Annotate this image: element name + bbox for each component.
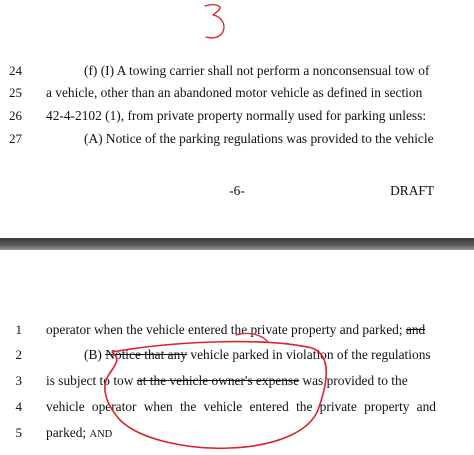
line-text-main: parked; [46, 425, 87, 440]
document-line-25 [0, 83, 474, 103]
subsection-label: (B) [84, 347, 102, 362]
document-page-bottom [0, 250, 474, 455]
line-number: 26 [9, 108, 22, 123]
document-line-5 [0, 423, 474, 443]
page-break-divider [0, 238, 474, 250]
line-text [46, 320, 436, 340]
draft-label: DRAFT [390, 183, 434, 198]
line-number: 25 [9, 85, 22, 100]
line-text [46, 371, 436, 391]
document-line-26 [0, 106, 474, 126]
line-number: 1 [15, 322, 22, 337]
line-text: a vehicle, other than an abandoned motor vehicle as defined in section [46, 85, 423, 100]
document-line-4 [0, 397, 474, 417]
line-text: (f) (I) A towing carrier shall not perform a nonconsensual tow of [84, 63, 430, 78]
line-text-main: operator when the vehicle entered the private property and parked; [46, 322, 403, 337]
struck-text: at the vehicle owner's expense [136, 373, 300, 388]
document-line-1 [0, 320, 474, 340]
line-text [84, 345, 436, 365]
line-text-main: is subject to tow [46, 373, 134, 388]
document-line-3 [0, 371, 474, 391]
document-line-24 [0, 61, 474, 81]
line-number: 5 [15, 425, 22, 440]
line-text [46, 423, 436, 445]
line-number: 24 [9, 63, 22, 78]
line-text-main: vehicle parked in violation of the regulations [190, 347, 431, 362]
document-line-27 [0, 129, 474, 149]
line-number: 27 [9, 131, 22, 146]
line-text: (A) Notice of the parking regulations was provided to the vehicle [84, 131, 434, 146]
struck-text: and [405, 322, 426, 337]
line-text-tail: was provided to the [302, 373, 408, 388]
line-number: 3 [15, 373, 22, 388]
document-line-2 [0, 345, 474, 365]
line-number: 4 [15, 399, 22, 414]
page-number: -6- [229, 183, 245, 198]
line-text: 42-4-2102 (1), from private property normally used for parking unless: [46, 108, 427, 123]
struck-text: Notice that any [105, 347, 188, 362]
line-number: 2 [15, 347, 22, 362]
inserted-text: AND [89, 429, 113, 440]
line-text: vehicle operator when the vehicle entered the private property and [46, 399, 436, 414]
